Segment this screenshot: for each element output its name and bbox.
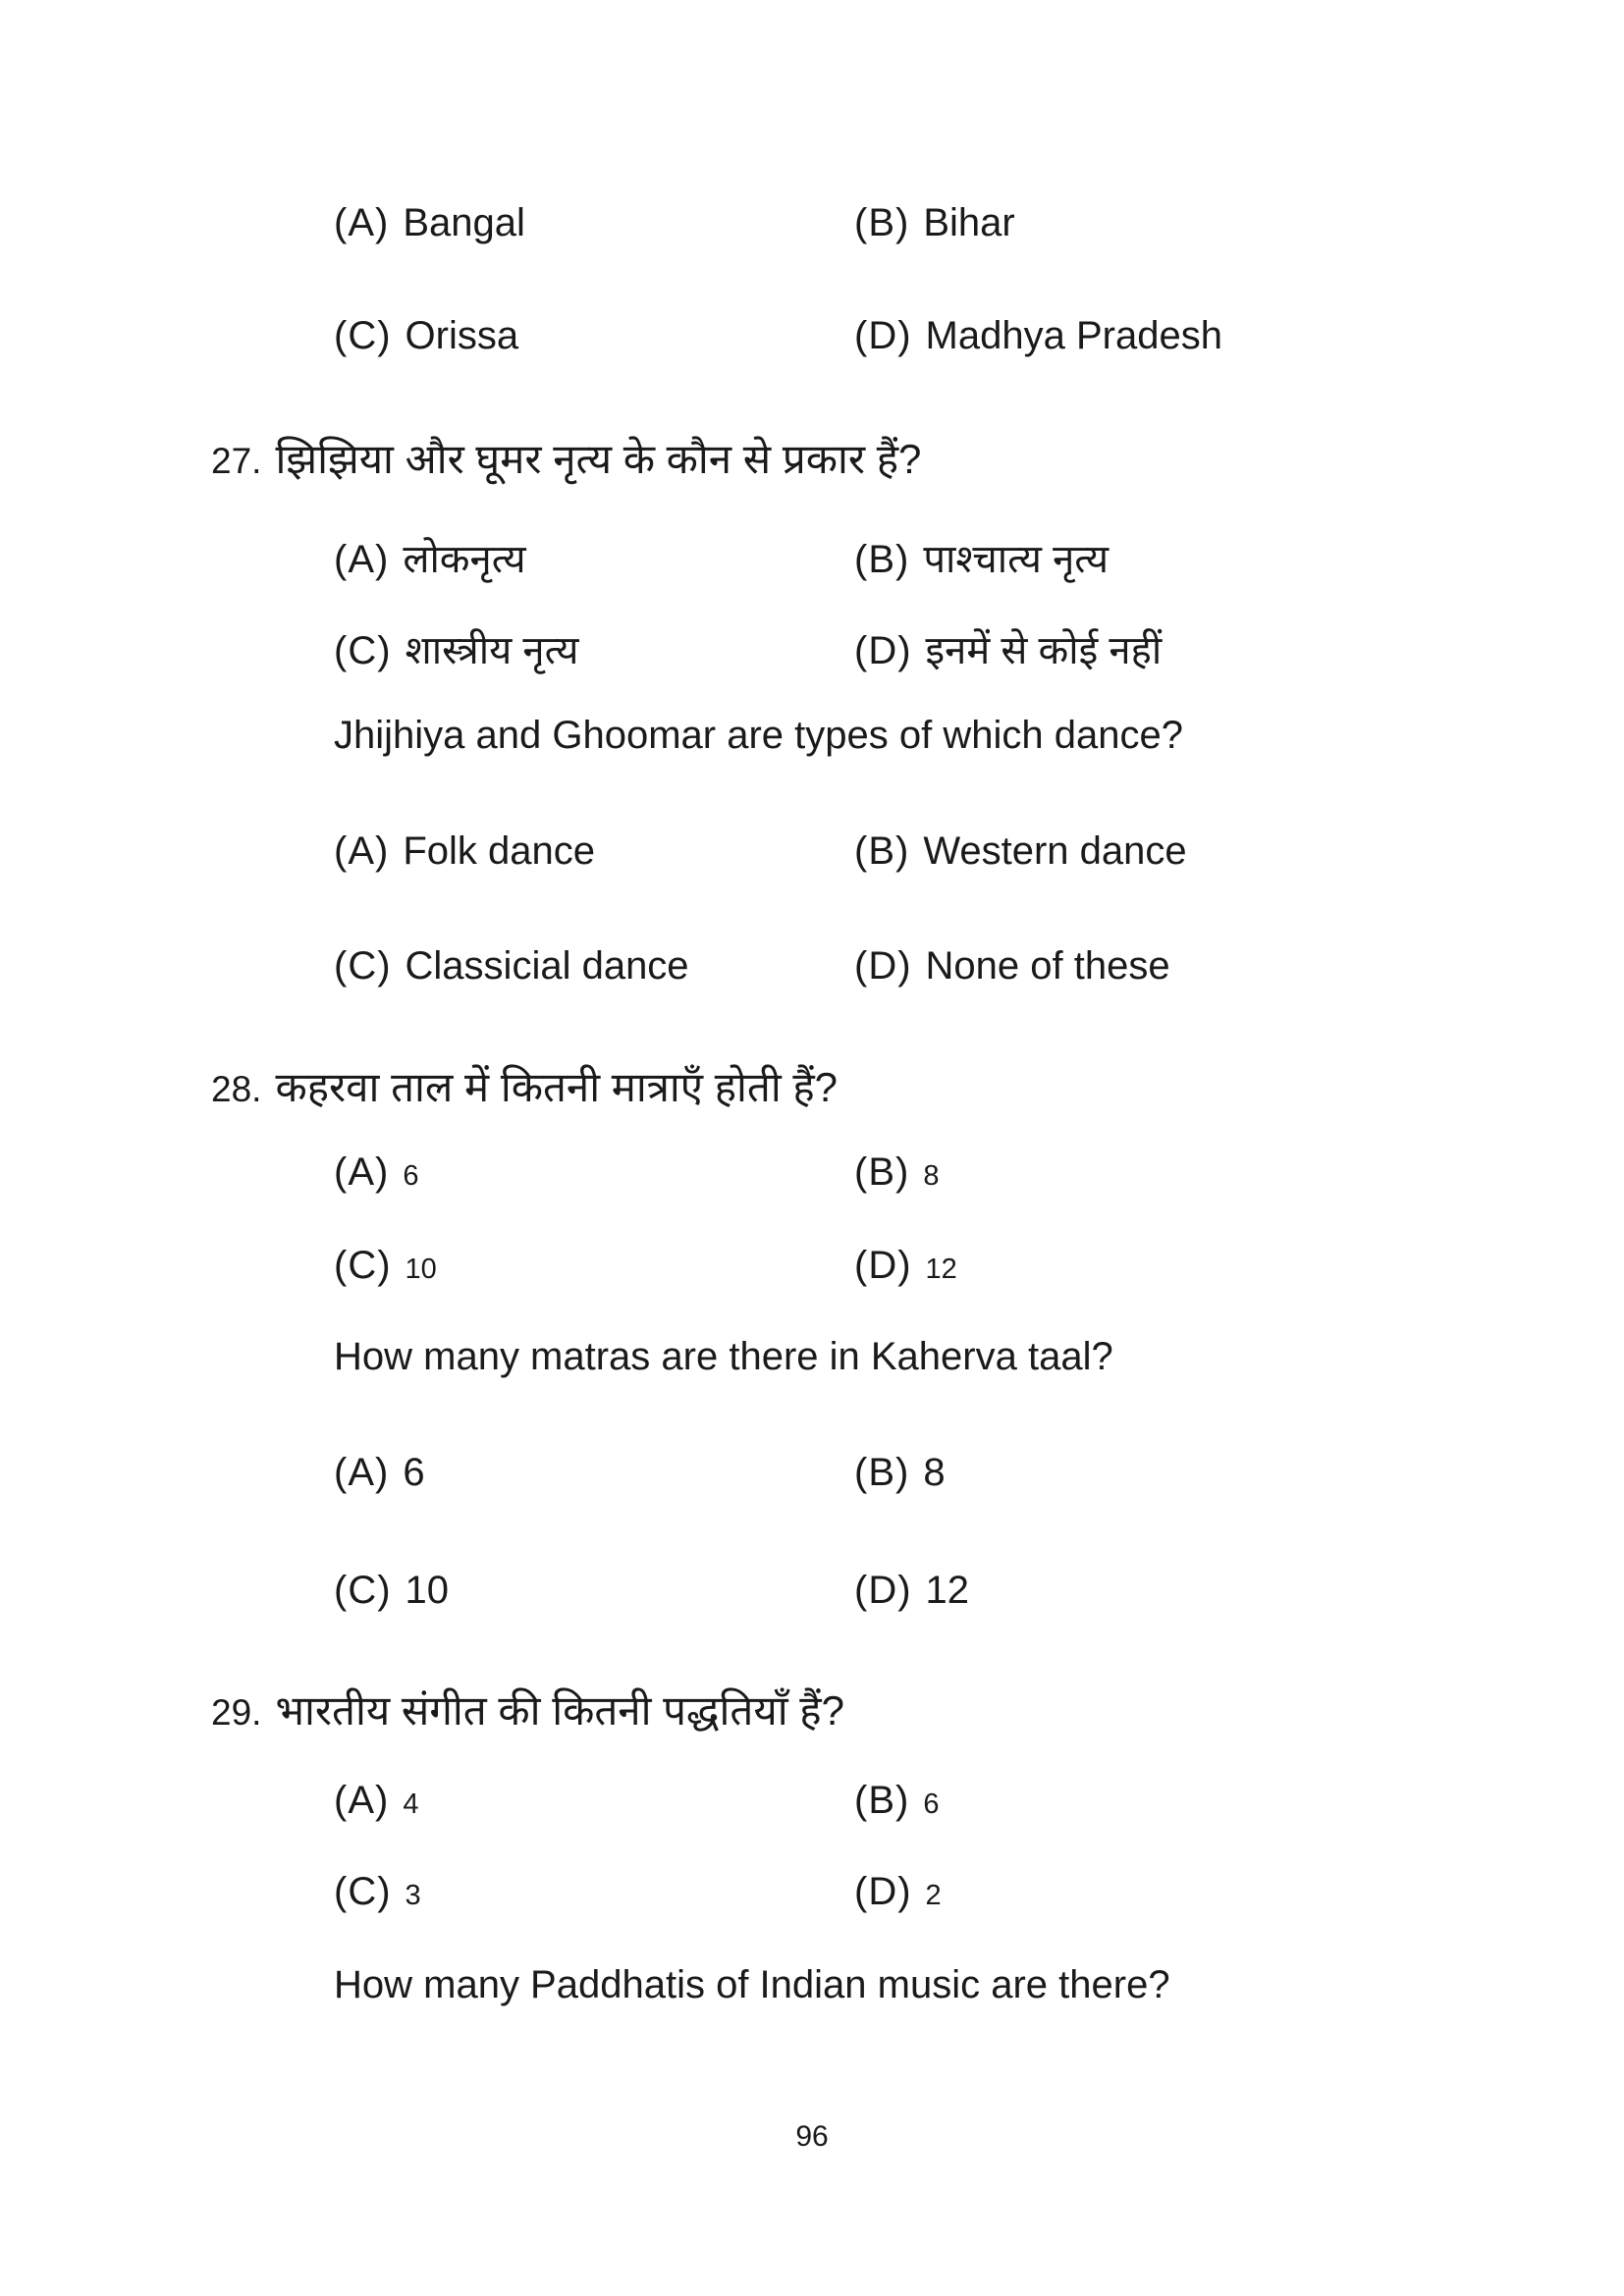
option-row [334,829,1542,874]
option-text: Folk dance [403,829,595,873]
option-text: लोकनृत्य [403,538,526,581]
option-text: Bangal [403,201,525,244]
option-a [334,201,854,245]
option-row [334,944,1542,988]
option-text: 8 [923,1451,946,1494]
option-text: 4 [403,1789,419,1820]
option-row [334,1244,1542,1288]
option-d [854,944,1170,988]
option-label: (C) [334,629,392,672]
option-label: (D) [854,629,912,672]
option-text: 6 [923,1789,940,1820]
option-row [334,530,1542,584]
option-b [854,829,1187,874]
option-d [854,314,1222,358]
question-29 [211,1682,844,1737]
option-label: (B) [854,1779,910,1822]
option-a [334,1779,854,1823]
option-b [854,530,1109,584]
option-text: 12 [925,1569,970,1612]
question-text-english: How many matras are there in Kaherva taal? [334,1335,1113,1378]
option-label: (A) [334,1451,390,1494]
option-text: Bihar [923,201,1015,244]
option-row [334,621,1542,675]
option-text: 8 [923,1160,940,1192]
option-row [334,1779,1542,1823]
option-c [334,1244,854,1288]
option-row [334,1451,1542,1495]
option-d [854,1244,957,1288]
option-label: (D) [854,1569,912,1612]
option-label: (D) [854,1870,912,1913]
option-a [334,1150,854,1195]
option-text: 10 [405,1254,437,1285]
question-number: 29. [211,1692,262,1733]
option-a [334,1451,854,1495]
option-text: 6 [403,1451,425,1494]
option-label: (A) [334,201,390,244]
option-row [334,1870,1542,1914]
option-label: (B) [854,829,910,873]
option-text: Orissa [405,314,519,357]
option-label: (C) [334,1244,392,1287]
option-text: इनमें से कोई नहीं [925,629,1163,672]
option-label: (D) [854,314,912,357]
option-text: Madhya Pradesh [925,314,1222,357]
option-row [334,1569,1542,1613]
option-c [334,944,854,988]
option-a [334,829,854,874]
option-label: (B) [854,1451,910,1494]
option-label: (A) [334,1150,390,1194]
question-27 [211,430,921,486]
question-text-english: How many Paddhatis of Indian music are there? [334,1963,1170,2006]
option-label: (D) [854,1244,912,1287]
question-28 [211,1058,838,1114]
option-d [854,621,1162,675]
option-label: (B) [854,538,910,581]
option-text: 12 [925,1254,957,1285]
option-label: (A) [334,1779,390,1822]
option-d [854,1870,942,1914]
option-b [854,1451,946,1495]
option-c [334,1870,854,1914]
option-label: (A) [334,538,390,581]
option-b [854,201,1015,245]
option-text: 6 [403,1160,419,1192]
option-text: Western dance [923,829,1187,873]
option-label: (B) [854,1150,910,1194]
option-a [334,530,854,584]
option-row [334,1150,1542,1195]
page-number: 96 [795,2120,829,2153]
option-text: 3 [405,1880,421,1911]
option-row [334,201,1542,245]
question-number: 27. [211,441,262,481]
question-text-hindi: भारतीय संगीत की कितनी पद्धतियाँ हैं? [275,1687,844,1734]
option-text: Classicial dance [405,944,689,988]
option-label: (C) [334,1569,392,1612]
question-text-hindi: झिझिया और घूमर नृत्य के कौन से प्रकार हैं? [275,436,922,482]
option-label: (C) [334,314,392,357]
option-text: 2 [925,1880,942,1911]
question-text-english: Jhijhiya and Ghoomar are types of which dance? [334,714,1183,757]
option-c [334,621,854,675]
option-text: None of these [925,944,1170,988]
question-number: 28. [211,1069,262,1109]
option-row [334,314,1542,358]
option-b [854,1150,939,1195]
option-text: 10 [405,1569,450,1612]
option-c [334,314,854,358]
option-text: शास्त्रीय नृत्य [405,629,579,672]
option-label: (D) [854,944,912,988]
option-label: (C) [334,944,392,988]
option-c [334,1569,854,1613]
option-label: (B) [854,201,910,244]
option-label: (C) [334,1870,392,1913]
option-label: (A) [334,829,390,873]
option-text: पाश्चात्य नृत्य [923,538,1110,581]
question-text-hindi: कहरवा ताल में कितनी मात्राएँ होती हैं? [275,1064,839,1110]
option-b [854,1779,939,1823]
option-d [854,1569,969,1613]
